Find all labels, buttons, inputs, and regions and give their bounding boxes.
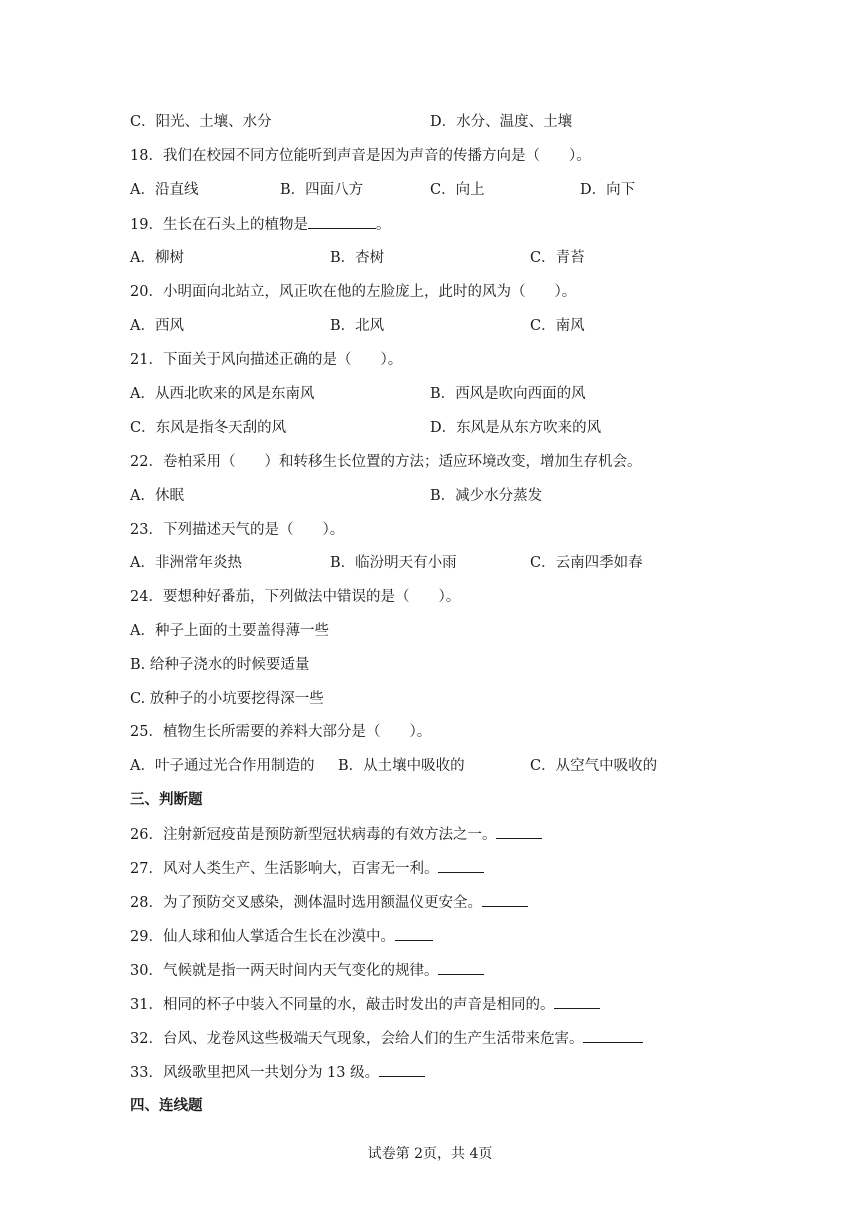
q19-option-c: C．青苔 (530, 250, 585, 266)
q19-option-a: A．柳树 (130, 250, 184, 266)
q17-option-c: C．阳光、土壤、水分 (130, 114, 272, 130)
judge-text: 33．风级歌里把风一共划分为 13 级。 (130, 1065, 380, 1081)
q18-option-c: C．向上 (430, 182, 485, 198)
q21-option-c: C．东风是指冬天刮的风 (130, 420, 287, 436)
judge-item-29 (130, 926, 433, 947)
judge-item-26 (130, 824, 542, 845)
judge-item-33 (130, 1062, 425, 1083)
judge-item-31 (130, 994, 600, 1015)
q21-stem: 21．下面关于风向描述正确的是（ ）。 (130, 352, 403, 368)
judge-text: 31．相同的杯子中装入不同量的水，敲击时发出的声音是相同的。 (130, 997, 555, 1013)
q19-option-b: B．杏树 (330, 250, 385, 266)
q17-option-d: D．水分、温度、土壤 (430, 114, 573, 130)
q25-option-b: B．从土壤中吸收的 (338, 758, 465, 774)
q20-stem: 20．小明面向北站立，风正吹在他的左脸庞上，此时的风为（ ）。 (130, 284, 577, 300)
q24-stem: 24．要想种好番茄，下列做法中错误的是（ ）。 (130, 589, 461, 605)
judge-answer-blank[interactable] (482, 892, 528, 907)
judge-text: 26．注射新冠疫苗是预防新型冠状病毒的有效方法之一。 (130, 827, 497, 843)
q23-option-a: A．非洲常年炎热 (130, 555, 242, 571)
judge-answer-blank[interactable] (438, 960, 484, 975)
q22-option-b: B．减少水分蒸发 (430, 488, 543, 504)
judge-item-30 (130, 960, 484, 981)
judge-answer-blank[interactable] (554, 994, 600, 1009)
q23-stem: 23．下列描述天气的是（ ）。 (130, 522, 345, 538)
q18-option-b: B．四面八方 (280, 182, 364, 198)
q18-option-a: A．沿直线 (130, 182, 199, 198)
q19-stem-line (130, 214, 390, 235)
q20-option-a: A．西风 (130, 318, 184, 334)
q25-option-a: A．叶子通过光合作用制造的 (130, 758, 315, 774)
judge-answer-blank[interactable] (379, 1062, 425, 1077)
q19-stem: 19．生长在石头上的植物是 (130, 217, 308, 233)
judge-item-32 (130, 1028, 643, 1049)
q21-option-b: B．西风是吹向西面的风 (430, 386, 586, 402)
judge-answer-blank[interactable] (496, 824, 542, 839)
q25-option-c: C．从空气中吸收的 (530, 758, 658, 774)
q21-option-d: D．东风是从东方吹来的风 (430, 420, 602, 436)
judge-text: 27．风对人类生产、生活影响大，百害无一利。 (130, 861, 439, 877)
judge-text: 30．气候就是指一两天时间内天气变化的规律。 (130, 963, 439, 979)
judge-text: 29．仙人球和仙人掌适合生长在沙漠中。 (130, 929, 395, 945)
judge-text: 32．台风、龙卷风这些极端天气现象，会给人们的生产生活带来危害。 (130, 1031, 584, 1047)
q18-option-d: D．向下 (580, 182, 636, 198)
q24-option-a: A．种子上面的土要盖得薄一些 (130, 623, 329, 639)
q24-option-b: B. 给种子浇水的时候要适量 (130, 657, 310, 673)
q21-option-a: A．从西北吹来的风是东南风 (130, 386, 315, 402)
q20-option-b: B．北风 (330, 318, 385, 334)
q19-answer-blank[interactable] (308, 214, 376, 229)
section-heading-judge: 三、判断题 (130, 792, 203, 808)
q19-stem-tail: 。 (375, 217, 391, 233)
judge-item-28 (130, 892, 528, 913)
q25-stem: 25．植物生长所需要的养料大部分是（ ）。 (130, 724, 432, 740)
q24-option-c: C. 放种子的小坑要挖得深一些 (130, 691, 324, 707)
judge-answer-blank[interactable] (395, 926, 433, 941)
judge-answer-blank[interactable] (583, 1028, 643, 1043)
page-footer: 试卷第 2页，共 4页 (367, 1146, 493, 1162)
section-heading-matching: 四、连线题 (130, 1098, 203, 1114)
q22-stem: 22．卷柏采用（ ）和转移生长位置的方法；适应环境改变，增加生存机会。 (130, 454, 642, 470)
judge-item-27 (130, 858, 484, 879)
q23-option-b: B．临汾明天有小雨 (330, 555, 457, 571)
q22-option-a: A．休眠 (130, 488, 184, 504)
judge-answer-blank[interactable] (438, 858, 484, 873)
q20-option-c: C．南风 (530, 318, 585, 334)
q18-stem: 18．我们在校园不同方位能听到声音是因为声音的传播方向是（ ）。 (130, 148, 591, 164)
q23-option-c: C．云南四季如春 (530, 555, 643, 571)
judge-text: 28．为了预防交叉感染，测体温时选用额温仪更安全。 (130, 895, 482, 911)
